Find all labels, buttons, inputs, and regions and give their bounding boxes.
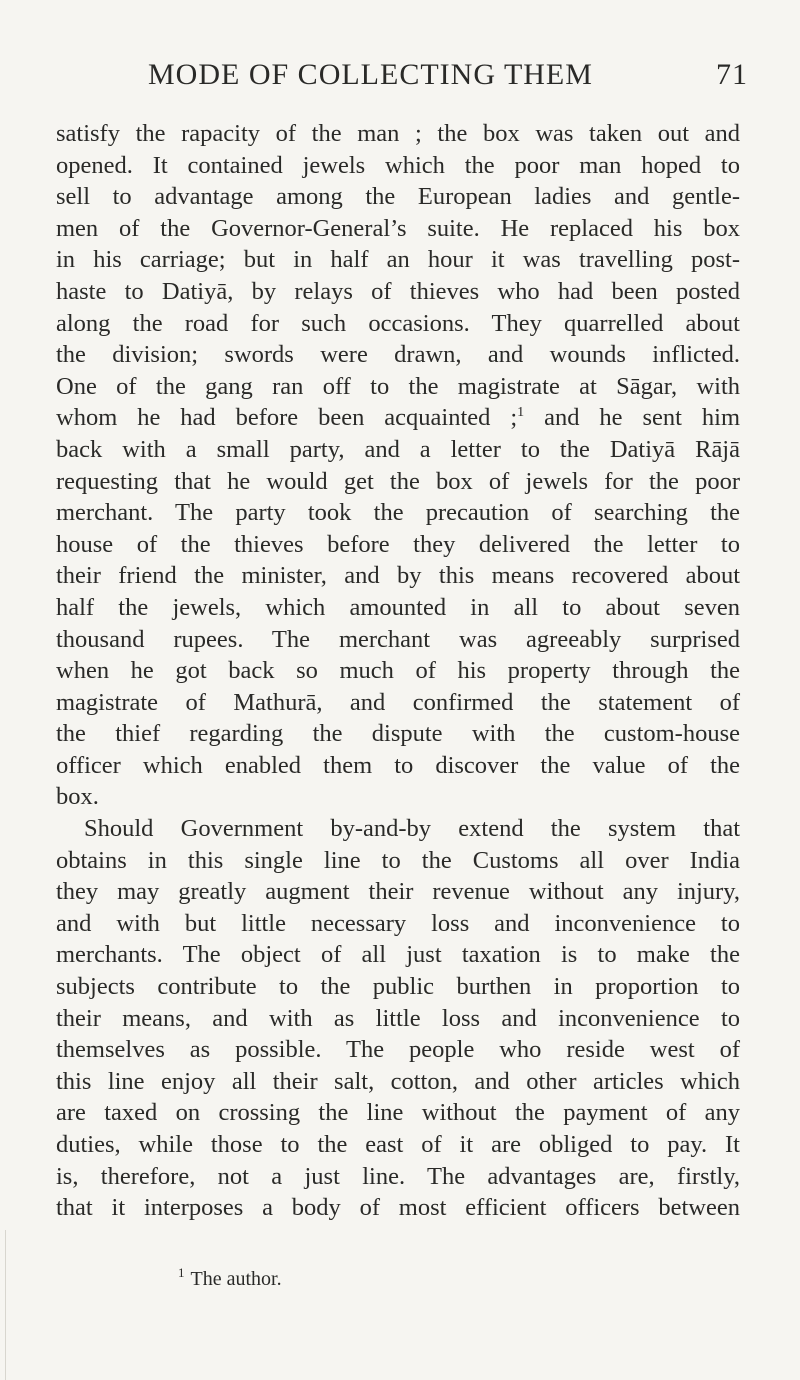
text-line: subjects contribute to the public burthen in proportion to — [56, 973, 740, 1001]
text-line: their friend the minister, and by this means recovered about — [56, 562, 740, 590]
text-line-with-footnote-ref — [56, 402, 740, 434]
text-line: obtains in this single line to the Customs all over India — [56, 846, 740, 874]
text-line: this line enjoy all their salt, cotton, and other articles which — [56, 1067, 740, 1095]
text-line: magistrate of Mathurā, and confirmed the statement of — [56, 688, 740, 716]
text-line: are taxed on crossing the line without the payment of any — [56, 1099, 740, 1127]
text-line: merchant. The party took the precaution of searching the — [56, 499, 740, 527]
paragraph-start-line: Should Government by-and-by extend the system that — [84, 815, 740, 843]
text-segment: and he sent him — [524, 404, 741, 432]
text-line: they may greatly augment their revenue without any injury, — [56, 878, 740, 906]
text-line: the division; swords were drawn, and wounds inflicted. — [56, 341, 740, 369]
text-line: merchants. The object of all just taxation is to make the — [56, 941, 740, 969]
text-line: officer which enabled them to discover the value of the — [56, 751, 740, 779]
text-line: house of the thieves before they delivered the letter to — [56, 530, 740, 558]
footnote — [178, 1265, 282, 1291]
footnote-marker: 1 — [178, 1265, 185, 1281]
text-line: and with but little necessary loss and inconvenience to — [56, 909, 740, 937]
text-line: their means, and with as little loss and inconvenience to — [56, 1004, 740, 1032]
text-line: themselves as possible. The people who reside west of — [56, 1036, 740, 1064]
text-line: the thief regarding the dispute with the custom-house — [56, 720, 740, 748]
text-line: that it interposes a body of most efficient officers between — [56, 1194, 740, 1222]
text-line: half the jewels, which amounted in all to about seven — [56, 593, 740, 621]
running-head: MODE OF COLLECTING THEM — [148, 58, 593, 91]
footnote-reference: 1 — [517, 405, 525, 421]
text-line: requesting that he would get the box of jewels for the poor — [56, 467, 740, 495]
text-line: along the road for such occasions. They quarrelled about — [56, 309, 740, 337]
text-line: haste to Datiyā, by relays of thieves who had been posted — [56, 277, 740, 305]
text-line: opened. It contained jewels which the poor man hoped to — [56, 151, 740, 179]
footnote-text: The author. — [190, 1268, 282, 1290]
text-line: One of the gang ran off to the magistrate at Sāgar, with — [56, 372, 740, 400]
text-line: back with a small party, and a letter to the Datiyā Rājā — [56, 435, 740, 463]
text-line: men of the Governor-General’s suite. He replaced his box — [56, 214, 740, 242]
text-line: sell to advantage among the European ladies and gentle- — [56, 183, 740, 211]
text-line: when he got back so much of his property through the — [56, 657, 740, 685]
text-line: satisfy the rapacity of the man ; the box was taken out and — [56, 120, 740, 147]
text-line: in his carriage; but in half an hour it was travelling post- — [56, 246, 740, 274]
page-header — [148, 58, 748, 98]
paragraph-end-line: box. — [56, 783, 99, 811]
page-number: 71 — [716, 58, 748, 91]
body-text — [56, 118, 740, 1224]
text-line: duties, while those to the east of it are obliged to pay. It — [56, 1131, 740, 1158]
text-line: is, therefore, not a just line. The advantages are, firstly, — [56, 1162, 740, 1190]
text-segment: whom he had before been acquainted ; — [56, 404, 518, 432]
text-line: thousand rupees. The merchant was agreeably surprised — [56, 625, 740, 653]
page-edge-line — [5, 1230, 6, 1380]
